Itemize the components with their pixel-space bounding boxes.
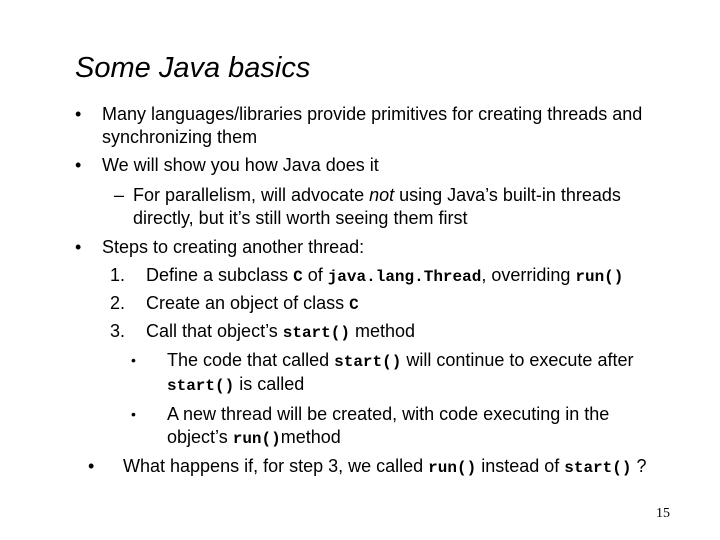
dash-marker: – bbox=[114, 185, 125, 205]
bullet-3-line-1: Steps to creating another thread: bbox=[102, 237, 365, 257]
code-run: run() bbox=[232, 430, 281, 448]
bullet-1-line-1: Many languages/libraries provide primitives for creating threads and bbox=[102, 104, 643, 124]
bullet-2-sub-line-1: For parallelism, will advocate not using Java’s built-in threads bbox=[133, 185, 621, 205]
code-start: start() bbox=[334, 353, 402, 371]
step-2-number: 2. bbox=[110, 293, 126, 313]
sub-bullet-1-line-2: start() is called bbox=[167, 374, 305, 395]
step-1-number: 1. bbox=[110, 265, 126, 285]
page-number: 15 bbox=[656, 506, 670, 521]
sub-bullet-2-line-1: A new thread will be created, with code executing in the bbox=[167, 404, 610, 424]
code-run: run() bbox=[428, 459, 477, 477]
step-3-text: Call that object’s start() method bbox=[146, 321, 416, 342]
sub-bullet-2-line-2: object’s run()method bbox=[167, 427, 341, 448]
code-start: start() bbox=[282, 324, 350, 342]
code-java-lang-thread: java.lang.Thread bbox=[327, 268, 482, 286]
code-class-c: C bbox=[349, 296, 359, 314]
step-1-text: Define a subclass C of java.lang.Thread, overriding run() bbox=[146, 265, 624, 286]
sub-bullet-1-line-1: The code that called start() will continue to execute after bbox=[167, 350, 634, 371]
bullet-marker: • bbox=[75, 104, 82, 124]
step-3-number: 3. bbox=[110, 321, 126, 341]
code-start: start() bbox=[564, 459, 632, 477]
bullet-2-sub-line-2: directly, but it’s still worth seeing them first bbox=[133, 208, 468, 228]
step-2-text: Create an object of class C bbox=[146, 293, 359, 314]
bullet-marker: • bbox=[75, 237, 82, 257]
bullet-1-line-2: synchronizing them bbox=[102, 127, 258, 147]
slide-title: Some Java basics bbox=[75, 52, 311, 84]
emphasis-not: not bbox=[369, 185, 395, 205]
bullet-marker: • bbox=[131, 406, 136, 422]
bullet-marker: • bbox=[75, 155, 82, 175]
code-run: run() bbox=[575, 268, 624, 286]
bullet-marker: • bbox=[131, 352, 136, 368]
bullet-marker: • bbox=[88, 456, 95, 476]
bullet-4-text: What happens if, for step 3, we called run() instead of start() ? bbox=[123, 456, 647, 477]
code-start: start() bbox=[167, 377, 235, 395]
code-class-c: C bbox=[293, 268, 303, 286]
bullet-2-line-1: We will show you how Java does it bbox=[102, 155, 379, 175]
